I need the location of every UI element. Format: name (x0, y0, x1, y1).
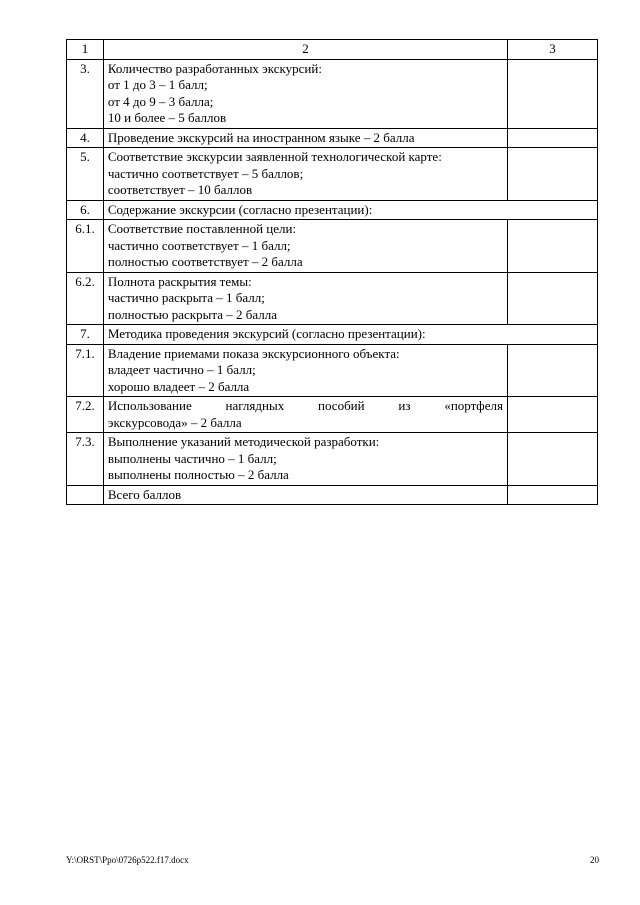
table-row (67, 220, 598, 273)
total-label (103, 485, 507, 505)
section-heading (103, 200, 597, 220)
row-number: 3. (67, 59, 104, 128)
section-heading (103, 325, 597, 345)
row-number: 4. (67, 128, 104, 148)
row-number: 7. (67, 325, 104, 345)
score-cell (508, 128, 598, 148)
criterion-line: Содержание экскурсии (согласно презентации): (107, 201, 373, 217)
row-number: 7.1. (67, 344, 104, 397)
row-number (67, 485, 104, 505)
criterion-line: выполнены частично – 1 балл; (107, 450, 277, 466)
criterion-line: экскурсовода» – 2 балла (107, 414, 242, 430)
criterion-line: Соответствие экскурсии заявленной технологической карте: (107, 149, 442, 164)
row-number: 5. (67, 148, 104, 201)
word: «портфеля (444, 398, 503, 413)
criterion-text (103, 59, 507, 128)
criterion-text (103, 397, 507, 433)
score-cell (508, 148, 598, 201)
criterion-line: частично раскрыта – 1 балл; (107, 290, 265, 305)
table-row (67, 59, 598, 128)
criterion-text (103, 433, 507, 486)
criterion-line: от 4 до 9 – 3 балла; (107, 93, 214, 109)
table-row (67, 148, 598, 201)
score-cell (508, 344, 598, 397)
criterion-line: 10 и более – 5 баллов (107, 110, 227, 125)
score-cell (508, 397, 598, 433)
row-number: 7.3. (67, 433, 104, 486)
header-row (67, 40, 598, 60)
criterion-line: соответствует – 10 баллов (107, 182, 253, 197)
criterion-text (103, 344, 507, 397)
criterion-line: выполнены полностью – 2 балла (107, 467, 289, 482)
score-cell (508, 272, 598, 325)
page-number: 20 (590, 855, 599, 865)
criterion-line: Владение приемами показа экскурсионного объекта: (107, 345, 400, 361)
score-cell (508, 485, 598, 505)
criterion-line: Количество разработанных экскурсий: (107, 60, 322, 76)
criterion-line: частично соответствует – 1 балл; (107, 237, 291, 253)
table-row (67, 397, 598, 433)
row-number: 6. (67, 200, 104, 220)
criterion-line: хорошо владеет – 2 балла (107, 378, 250, 394)
criterion-text (103, 128, 507, 148)
criterion-line: полностью раскрыта – 2 балла (107, 306, 277, 322)
criterion-line: владеет частично – 1 балл; (107, 362, 256, 377)
word: из (398, 398, 411, 413)
word: пособий (318, 398, 365, 413)
criterion-line: частично соответствует – 5 баллов; (107, 165, 304, 181)
total-row (67, 485, 598, 505)
row-number: 6.1. (67, 220, 104, 273)
criterion-line: Всего баллов (107, 486, 182, 502)
criterion-line: Соответствие поставленной цели: (107, 221, 297, 236)
table-row (67, 344, 598, 397)
score-cell (508, 220, 598, 273)
section-row (67, 325, 598, 345)
table-row (67, 433, 598, 486)
criterion-text (103, 148, 507, 201)
criterion-line: Методика проведения экскурсий (согласно презентации): (107, 326, 426, 341)
word: наглядных (225, 398, 285, 413)
header-col-2: 2 (103, 40, 507, 60)
section-row (67, 200, 598, 220)
header-col-1: 1 (67, 40, 104, 60)
header-col-3: 3 (508, 40, 598, 60)
criterion-text (103, 272, 507, 325)
score-cell (508, 59, 598, 128)
score-cell (508, 433, 598, 486)
criteria-table (66, 39, 598, 505)
word: Использование (107, 398, 192, 413)
table-row (67, 272, 598, 325)
criterion-line: полностью соответствует – 2 балла (107, 254, 303, 269)
row-number: 7.2. (67, 397, 104, 433)
row-number: 6.2. (67, 272, 104, 325)
criterion-line: Проведение экскурсий на иностранном языке – 2 балла (107, 129, 415, 145)
criterion-text (103, 220, 507, 273)
table-row (67, 128, 598, 148)
criterion-line: от 1 до 3 – 1 балл; (107, 77, 208, 92)
justified-line (108, 398, 503, 415)
criterion-line: Полнота раскрытия темы: (107, 273, 252, 289)
criterion-line: Выполнение указаний методической разработки: (107, 434, 380, 449)
footer-file-path: Y:\ORST\Ppo\0726p522.f17.docx (66, 855, 189, 865)
